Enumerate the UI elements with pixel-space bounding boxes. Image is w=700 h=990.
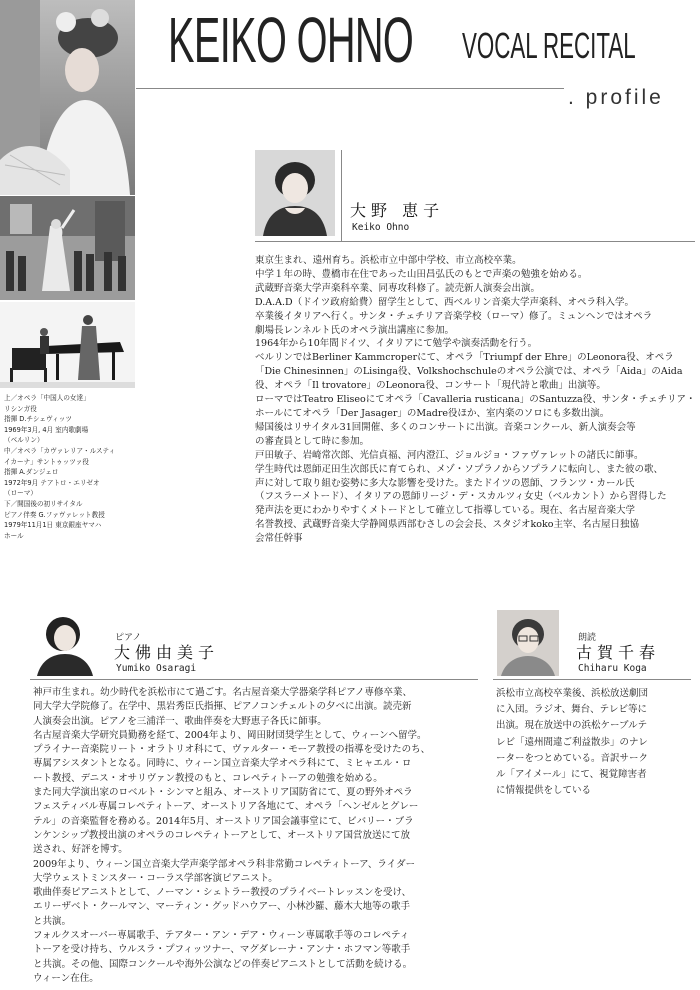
bio-line: ホールにてオペラ「Der Jasager」のMadre役ほか、室内楽のソロにも多数出演。 [255,407,610,419]
bio-line: ベルリンではBerliner Kammcroperにて、オペラ「Triumpf der Ehre」のLeonora役、オペラ [255,352,674,364]
yumiko-name-jp: 大佛由美子 [114,643,220,662]
bio-line: D.A.A.D（ドイツ政府給費）留学生として、西ベルリン音楽大学声楽科、オペラ科入学。 [255,296,635,308]
bio-line: ーターをつとめている。音訳サーク [496,752,649,764]
portrait-yumiko-osaragi [33,610,97,676]
chiharu-rule [493,679,691,680]
bio-line: また同大学演出家のロベルト・シンマと組み、オーストリア国防省にて、夏の野外オペラ [33,787,413,799]
name-divider [341,150,342,242]
caption-line: 1979年11月1日 東京銀座ヤマハ [4,521,102,530]
bio-line: ンケンシップ教授出演のオペラのコレペティトーアとして、オーストリア国営放送にて放 [33,829,411,841]
bio-line: 声に対して取り組む姿勢に多大な影響を受けた。またドイツの恩師、フランツ・カール氏 [255,477,635,489]
bio-line: と共演。 [33,915,72,927]
photo-cavalleria-rusticana [0,196,135,300]
yumiko-rule [30,679,478,680]
bio-line: 出演。現在放送中の浜松ケーブルテ [496,720,648,732]
bio-line: に入団。ラジオ、舞台、テレビ等に [496,704,647,716]
caption-line: 上／オペラ「中国人の女達」 [4,394,90,402]
caption-line: 1972年9月 テアトロ・エリゼオ [4,478,100,487]
bio-line: 浜松市立高校卒業後、浜松放送劇団 [496,688,649,699]
bio-line: 劇場長レンネルト氏のオペラ演出講座に参加。 [255,324,454,336]
caption-line: 指揮 D.チシェヴィッツ [4,415,72,424]
caption-line: ホール [4,531,24,540]
bio-line: フェスティバル専属コレペティトーア、オーストリア各地にて、オペラ「ヘンゼルとグレー [33,801,419,813]
recital-subtitle: VOCAL RECITAL [462,25,636,66]
section-label: . profile [568,86,664,109]
bio-line: 神戸市生まれ。幼少時代を浜松市にて過ごす。名古屋音楽大学器楽学科ピアノ専修卒業、 [33,687,413,698]
bio-line: ウィーン在住。 [33,972,99,984]
bio-line: と共演。その他、国際コンクールや海外公演などの伴奏ピアニストとして活動を続ける。 [33,958,413,970]
keiko-name-en: Keiko Ohno [352,222,410,233]
bio-line: 中学１年の時、豊橋市在住であった山田昌弘氏のもとで声楽の勉強を始める。 [255,268,588,280]
keiko-bio [255,254,696,546]
bio-line: 人演奏会出演。ピアノを三浦洋一、歌曲伴奏を大野恵子各氏に師事。 [33,715,327,727]
bio-line: 役、オペラ「Il trovatore」のLeonora役、コンサート「現代詩と歌曲」出演等。 [255,380,606,392]
keiko-rule [255,241,695,242]
bio-line: プライナー音楽院リート・オラトリオ科にて、ヴァルター・モーア教授の指導を受けたのち、 [33,744,431,756]
bio-line: 会常任幹事 [255,533,303,545]
bio-line: 名古屋音楽大学研究員勤務を経て、2004年より、岡田財団奨学生として、ウィーンへ留学。 [33,729,427,741]
chiharu-name-jp: 古賀千春 [576,643,661,662]
bio-line: フォルクスオーパー専属歌手、テアター・アン・デア・ウィーン専属歌手等のコレペティ [33,930,410,942]
bio-line: 「Die Chinesinnen」のLisinga役、Volkshochschuleのオペラ公演では、オペラ「Aida」のAida [255,366,683,378]
bio-line: ート教授、デニス・オサリヴァン教授のもと、コレペティトーアの勉強を始める。 [33,772,383,784]
bio-line: 東京生まれ、遠州育ち。浜松市立中部中学校、市立高校卒業。 [255,255,522,266]
caption-line: 1969年3月, 4月 室内歌劇場 [4,425,89,434]
chiharu-role: 朗読 [578,633,597,643]
bio-line: 歌曲伴奏ピアニストとして、ノーマン・シェトラー教授のプライベートレッスンを受け、 [33,887,412,899]
caption-line: 中／オペラ「カヴァレリア・ルスティ [4,446,116,455]
bio-line: 送され、好評を博す。 [33,844,128,856]
bio-line: 2009年より、ウィーン国立音楽大学声楽学部オペラ科非常勤コレペティトーア、ライダー [33,858,416,870]
bio-line: 名誉教授、武蔵野音楽大学静岡県西部むさしの会会長、スタジオkoko主宰、名古屋日独協 [255,519,639,531]
portrait-chiharu-koga [497,610,559,676]
bio-line: 発声法を更にわかりやすくメトードとして確立して指導している。現在、名古屋音楽大学 [255,505,636,517]
caption-line: ピアノ伴奏 G.ファヴァレット教授 [4,510,105,519]
bio-line: ル「アイメール」にて、視覚障害者 [496,769,647,781]
bio-line: テル」の音楽監督を務める。2014年5月、オーストリア国会議事堂にて、ビバリー・ブラ [33,815,414,827]
photo-recital-with-piano [0,302,135,388]
photo-captions [4,393,134,541]
bio-line: トーアを受け持ち、ウルスラ・プフィッツナー、マグダレーナ・アンナ・ホフマン等歌手 [33,944,411,956]
caption-line: リシンガ役 [4,404,37,413]
recital-title: KEIKO OHNO [168,4,414,76]
bio-line: エリーザベト・クールマン、マーティン・グッドハウアー、小林沙羅、藤木大地等の歌手 [33,901,410,913]
chiharu-name-en: Chiharu Koga [578,663,647,674]
photo-chinese-women-opera [0,0,135,195]
caption-line: 下／開国後の初リサイタル [4,499,83,508]
caption-line: （ベルリン） [4,436,44,445]
bio-line: に情報提供をしている [496,785,592,797]
bio-line: 大学ウェストミンスター・コーラス学部客演ピアニスト。 [33,872,278,884]
portrait-keiko-ohno [255,150,335,236]
bio-line: 卒業後イタリアへ行く。サンタ・チェチリア音楽学校（ローマ）修了。ミュンヘンではオペラ [255,310,653,322]
bio-line: 武蔵野音楽大学声楽科卒業、同専攻科修了。読売新人演奏会出演。 [255,282,541,294]
caption-line: （ローマ） [4,489,37,498]
chiharu-bio [496,686,648,799]
bio-line: （フスラーメトード）、イタリアの恩師リージ・デ・スカルツィ女史（ベルカント）から習得した [255,491,667,503]
yumiko-bio [33,686,430,986]
yumiko-role: ピアノ [115,633,142,643]
bio-line: 同大学大学院修了。在学中、黒岩秀臣氏指揮、ピアノコンチェルトの夕べに出演。読売新 [33,701,412,713]
keiko-name-jp: 大野 恵子 [350,201,445,220]
yumiko-name-en: Yumiko Osaragi [116,663,197,674]
caption-line: イカーナ」サントゥッツァ役 [4,457,89,466]
header-rule [136,88,564,89]
bio-line: レビ「遠州間違ご利益散歩」のナレ [496,736,648,748]
bio-line: の審査員として時に参加。 [255,435,370,447]
bio-line: 戸田敏子、岩崎常次郎、光信貞福、河内澄江、ジョルジョ・ファヴァレットの諸氏に師事。 [255,449,644,461]
bio-line: 専属アシスタントとなる。同時に、ウィーン国立音楽大学オペラ科にて、ミヒャエル・ロ [33,758,412,770]
bio-line: ローマではTeatro Eliseoにてオペラ「Cavalleria rusticana」のSantuzza役、サンタ・チェチリア・ [255,394,696,406]
caption-line: 指揮 A.ダンジェロ [4,468,59,477]
bio-line: 帰国後はリサイタル31回開催、多くのコンサートに出演。音楽コンクール、新人演奏会等 [255,421,636,433]
bio-line: 1964年から10年間ドイツ、イタリアにて勉学や演奏活動を行う。 [255,338,538,350]
bio-line: 学生時代は恩師疋田生次郎氏に育てられ、メゾ・ソプラノからソプラノに転向し、また彼の歌、 [255,463,664,475]
